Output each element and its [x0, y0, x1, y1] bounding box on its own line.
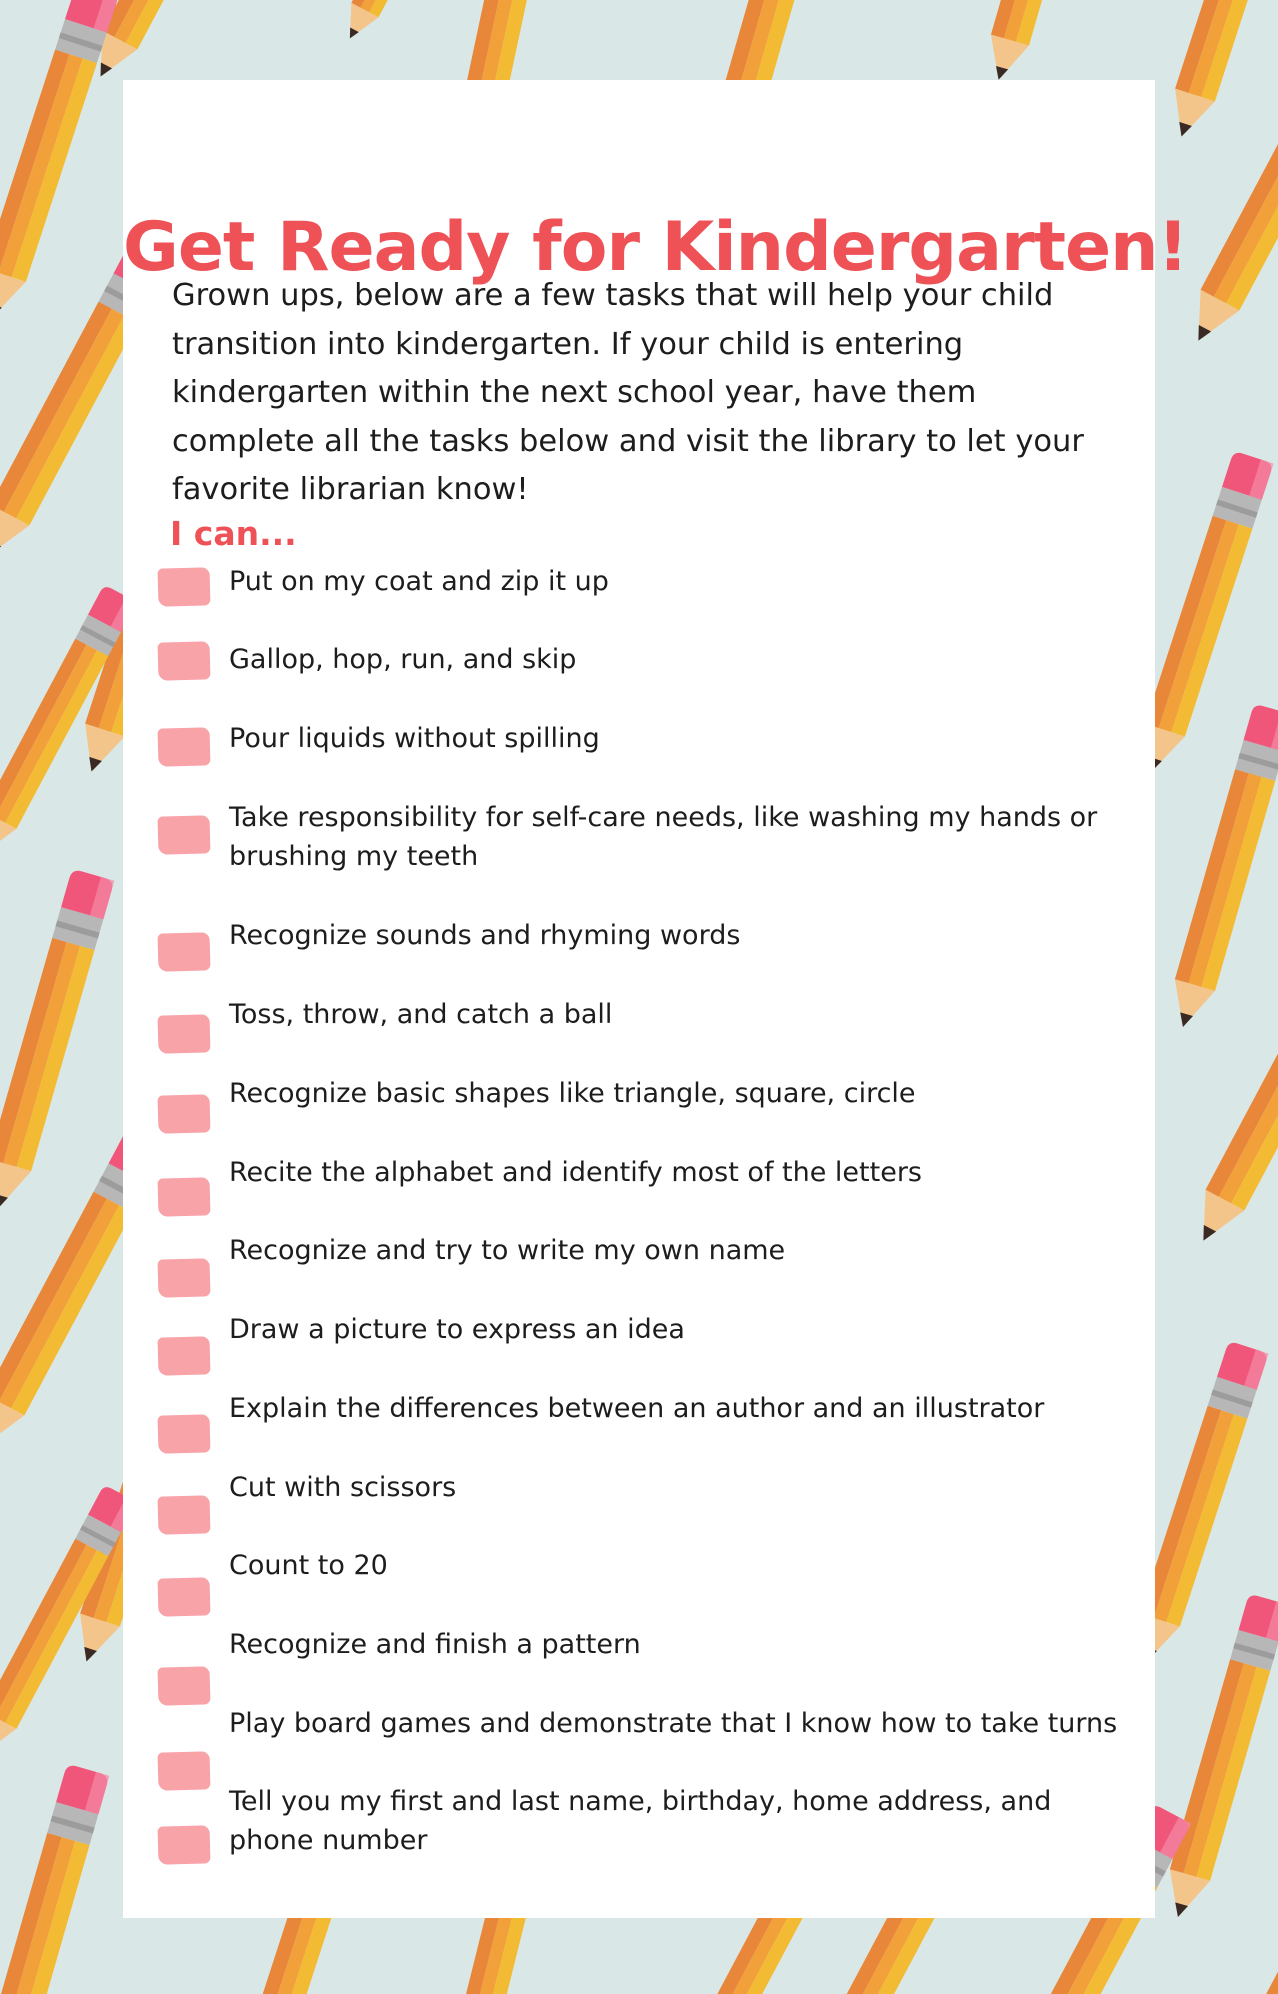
checkbox-icon[interactable]: [158, 641, 211, 680]
task-label: Cut with scissors: [229, 1472, 457, 1503]
task-label: Play board games and demonstrate that I know how to take turns: [229, 1708, 1118, 1739]
task-label: Recognize basic shapes like triangle, square, circle: [229, 1078, 916, 1109]
checkbox-icon[interactable]: [158, 1414, 211, 1453]
checkbox-icon[interactable]: [158, 815, 211, 854]
task-label: Draw a picture to express an idea: [229, 1314, 685, 1345]
task-label: Gallop, hop, run, and skip: [229, 644, 577, 675]
task-checklist: [123, 80, 1188, 1918]
task-label: Recognize sounds and rhyming words: [229, 920, 741, 951]
checkbox-icon[interactable]: [158, 1825, 211, 1864]
task-label: Explain the differences between an author and an illustrator: [229, 1393, 1045, 1424]
task-label: Recite the alphabet and identify most of the letters: [229, 1157, 922, 1188]
task-label: Count to 20: [229, 1550, 388, 1581]
intro-paragraph: Grown ups, below are a few tasks that will help your child transition into kindergarten. If your child is entering kindergarten within the next school year, have them complete all the tasks below and visit the library to let your favorite librarian know!: [172, 278, 1084, 507]
checkbox-icon[interactable]: [158, 1014, 211, 1053]
checkbox-icon[interactable]: [158, 1177, 211, 1216]
checklist-heading: I can...: [170, 514, 297, 553]
checkbox-icon[interactable]: [158, 1336, 211, 1375]
checkbox-icon[interactable]: [158, 1666, 211, 1705]
task-label: Tell you my first and last name, birthday, home address, and phone number: [229, 1786, 1052, 1856]
checkbox-icon[interactable]: [158, 1495, 211, 1534]
task-label: Take responsibility for self-care needs, like washing my hands or brushing my teeth: [229, 802, 1098, 872]
checkbox-icon[interactable]: [158, 1577, 211, 1616]
task-label: Recognize and finish a pattern: [229, 1629, 641, 1660]
checkbox-icon[interactable]: [158, 1258, 211, 1297]
checklist-card: [123, 80, 1188, 1918]
page-title: Get Ready for Kindergarten!: [123, 207, 1188, 287]
task-label: Put on my coat and zip it up: [229, 566, 609, 597]
checkbox-icon[interactable]: [158, 1094, 211, 1133]
checkbox-icon[interactable]: [158, 1751, 211, 1790]
checkbox-icon[interactable]: [158, 727, 211, 766]
task-label: Pour liquids without spilling: [229, 723, 600, 754]
checkbox-icon[interactable]: [158, 932, 211, 971]
task-label: Toss, throw, and catch a ball: [229, 999, 613, 1030]
checkbox-icon[interactable]: [158, 567, 211, 606]
task-label: Recognize and try to write my own name: [229, 1235, 786, 1266]
